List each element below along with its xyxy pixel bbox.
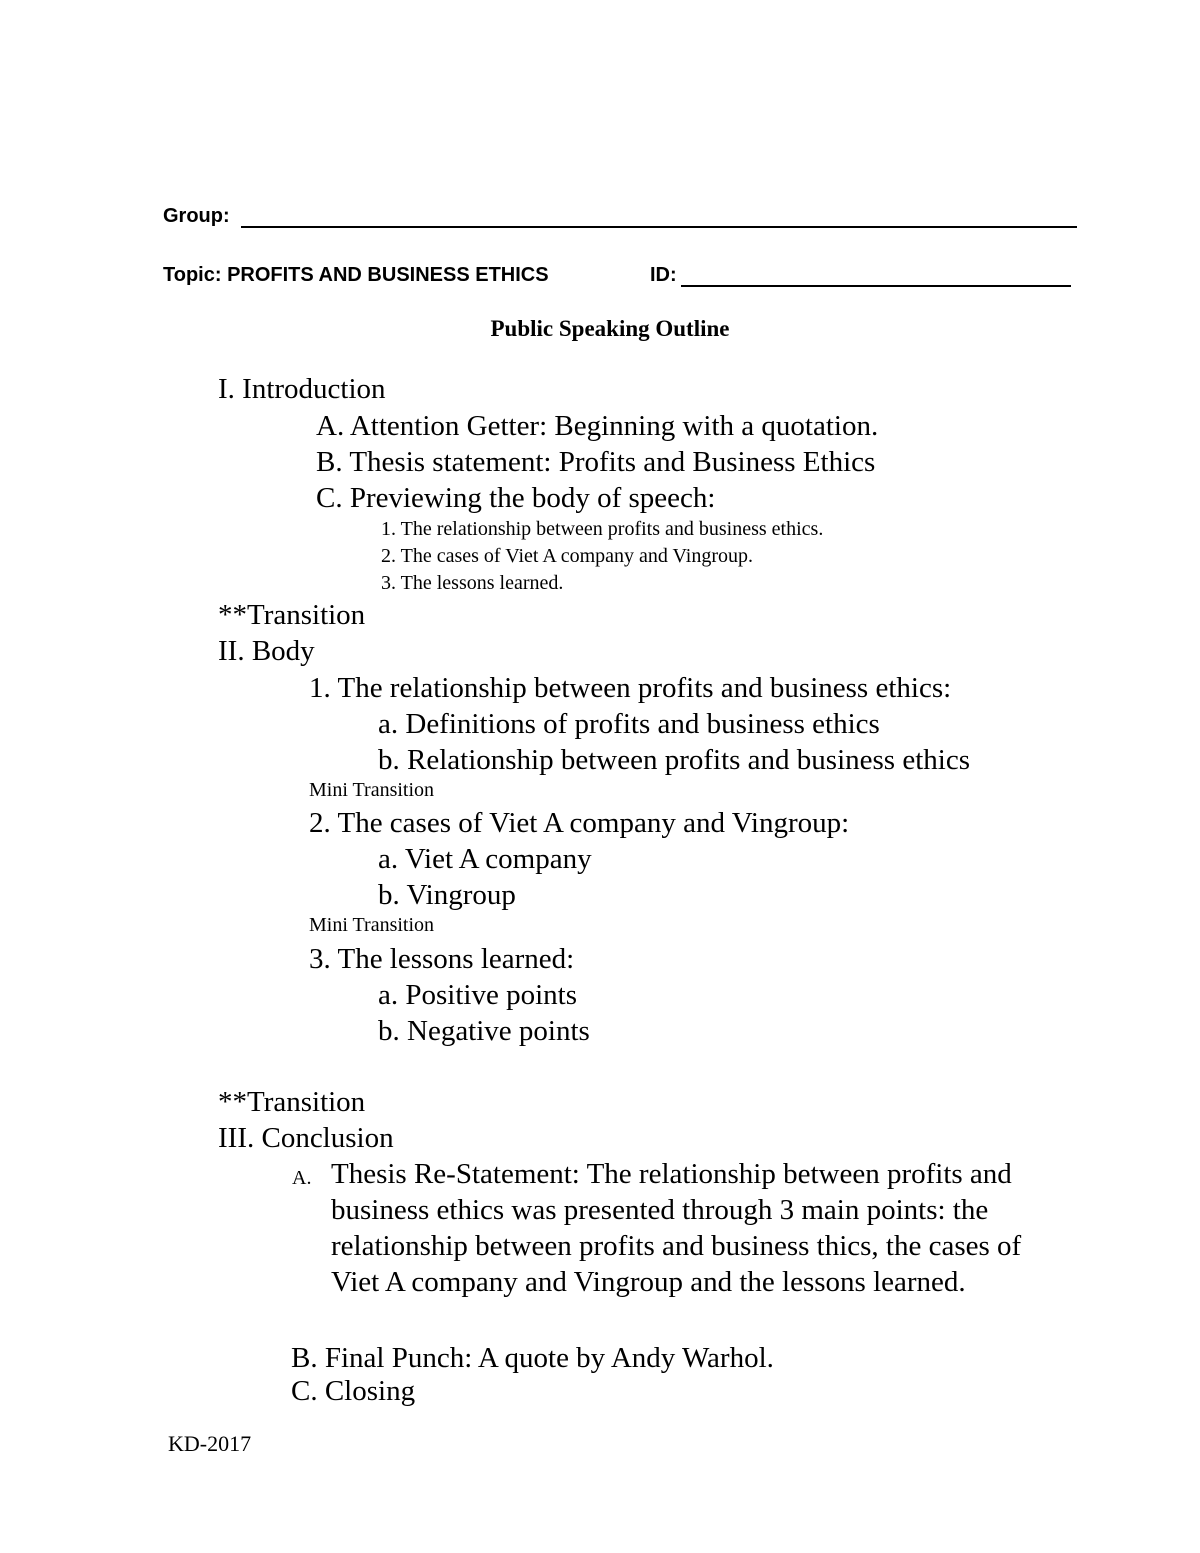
body-point-2: 2. The cases of Viet A company and Vingroup: <box>309 807 850 839</box>
group-label: Group: <box>163 205 230 227</box>
page-title: Public Speaking Outline <box>490 316 730 341</box>
conclusion-item-c: C. Closing <box>291 1375 416 1407</box>
intro-item-a: A. Attention Getter: Beginning with a quotation. <box>316 410 879 442</box>
mini-transition-1: Mini Transition <box>309 779 435 801</box>
mini-transition-2: Mini Transition <box>309 914 435 936</box>
body-point-2b: b. Vingroup <box>378 879 516 911</box>
body-point-1b: b. Relationship between profits and business ethics <box>378 744 970 776</box>
body-point-3a: a. Positive points <box>378 979 577 1011</box>
footer-code: KD-2017 <box>168 1431 252 1456</box>
conclusion-item-a-text: Thesis Re-Statement: The relationship between profits and business ethics was presented through 3 main points: the relationship between profits and business thics, the cases of Viet A company and Vingroup and the lessons learned. <box>331 1158 1022 1298</box>
preview-item: 3. The lessons learned. <box>381 572 564 594</box>
intro-item-b: B. Thesis statement: Profits and Business Ethics <box>316 446 876 478</box>
intro-item-c: C. Previewing the body of speech: <box>316 482 716 514</box>
body-point-1a: a. Definitions of profits and business ethics <box>378 708 880 740</box>
transition-2: **Transition <box>218 1086 366 1118</box>
body-heading: II. Body <box>218 635 315 667</box>
body-point-2a: a. Viet A company <box>378 843 592 875</box>
preview-item: 1. The relationship between profits and business ethics. <box>381 518 824 540</box>
group-blank-line <box>241 226 1077 228</box>
body-point-3: 3. The lessons learned: <box>309 943 575 975</box>
transition-1: **Transition <box>218 599 366 631</box>
body-point-1: 1. The relationship between profits and business ethics: <box>309 672 952 704</box>
id-label: ID: <box>650 264 677 286</box>
body-point-3b: b. Negative points <box>378 1015 590 1047</box>
id-blank-line <box>681 285 1071 287</box>
conclusion-item-b: B. Final Punch: A quote by Andy Warhol. <box>291 1342 774 1374</box>
conclusion-heading: III. Conclusion <box>218 1122 394 1154</box>
intro-heading: I. Introduction <box>218 373 386 405</box>
preview-item: 2. The cases of Viet A company and Vingroup. <box>381 545 753 567</box>
topic-label: Topic: PROFITS AND BUSINESS ETHICS <box>163 264 549 286</box>
conclusion-item-a-marker: A. <box>292 1167 312 1189</box>
